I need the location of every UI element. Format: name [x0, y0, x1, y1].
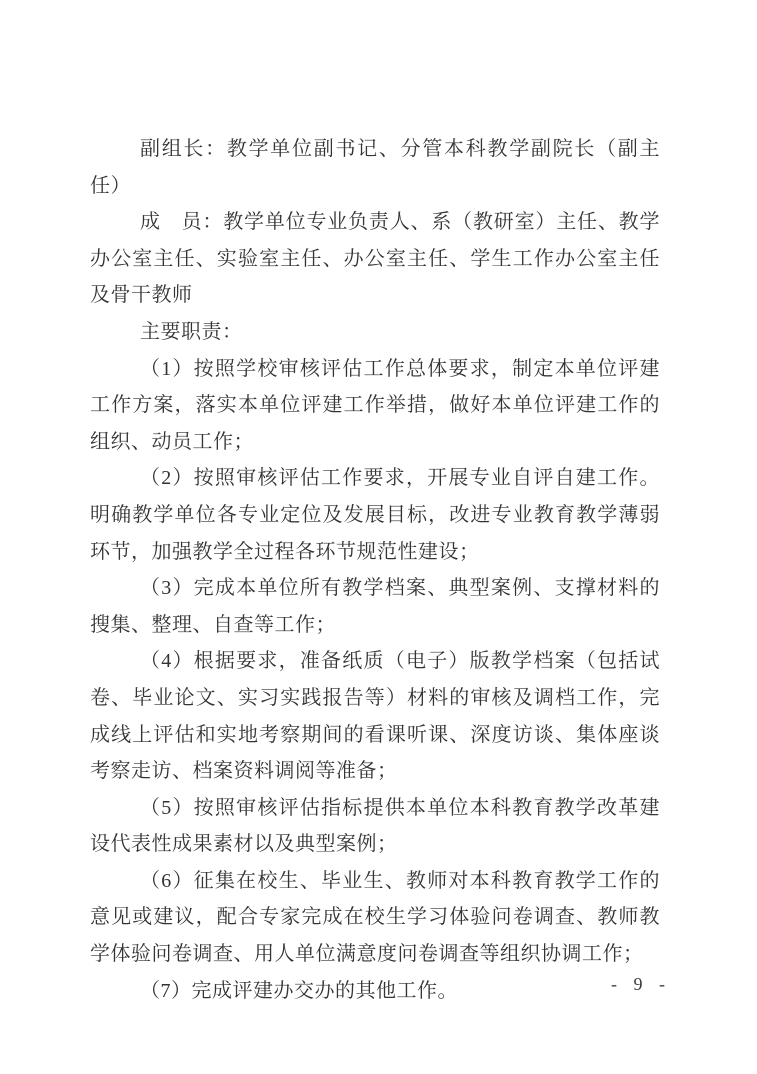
paragraph: （2）按照审核评估工作要求，开展专业自评自建工作。明确教学单位各专业定位及发展目标，改进专业教育教学薄弱环节，加强教学全过程各环节规范性建设； — [90, 467, 660, 563]
paragraph: 成 员：教学单位专业负责人、系（教研室）主任、教学办公室主任、实验室主任、办公室主任、学生工作办公室主任及骨干教师 — [90, 211, 660, 307]
document-body — [90, 131, 660, 1009]
paragraph: （1）按照学校审核评估工作总体要求，制定本单位评建工作方案，落实本单位评建工作举措，做好本单位评建工作的组织、动员工作； — [90, 357, 660, 453]
paragraph: （7）完成评建办交办的其他工作。 — [140, 979, 458, 1002]
paragraph: （4）根据要求，准备纸质（电子）版教学档案（包括试卷、毕业论文、实习实践报告等）材料的审核及调档工作，完成线上评估和实地考察期间的看课听课、深度访谈、集体座谈考察走访、档案资料调阅等准备； — [90, 650, 660, 783]
paragraph: （3）完成本单位所有教学档案、典型案例、支撑材料的搜集、整理、自查等工作； — [90, 577, 660, 636]
paragraph: （5）按照审核评估指标提供本单位本科教育教学改革建设代表性成果素材以及典型案例； — [90, 796, 660, 856]
paragraph: （6）征集在校生、毕业生、教师对本科教育教学工作的意见或建议，配合专家完成在校生学习体验问卷调查、教师教学体验问卷调查、用人单位满意度问卷调查等组织协调工作； — [90, 869, 660, 966]
paragraph: 副组长：教学单位副书记、分管本科教学副院长（副主任） — [90, 138, 660, 197]
paragraph: 主要职责： — [140, 320, 243, 343]
page-number: - 9 - — [611, 974, 671, 994]
